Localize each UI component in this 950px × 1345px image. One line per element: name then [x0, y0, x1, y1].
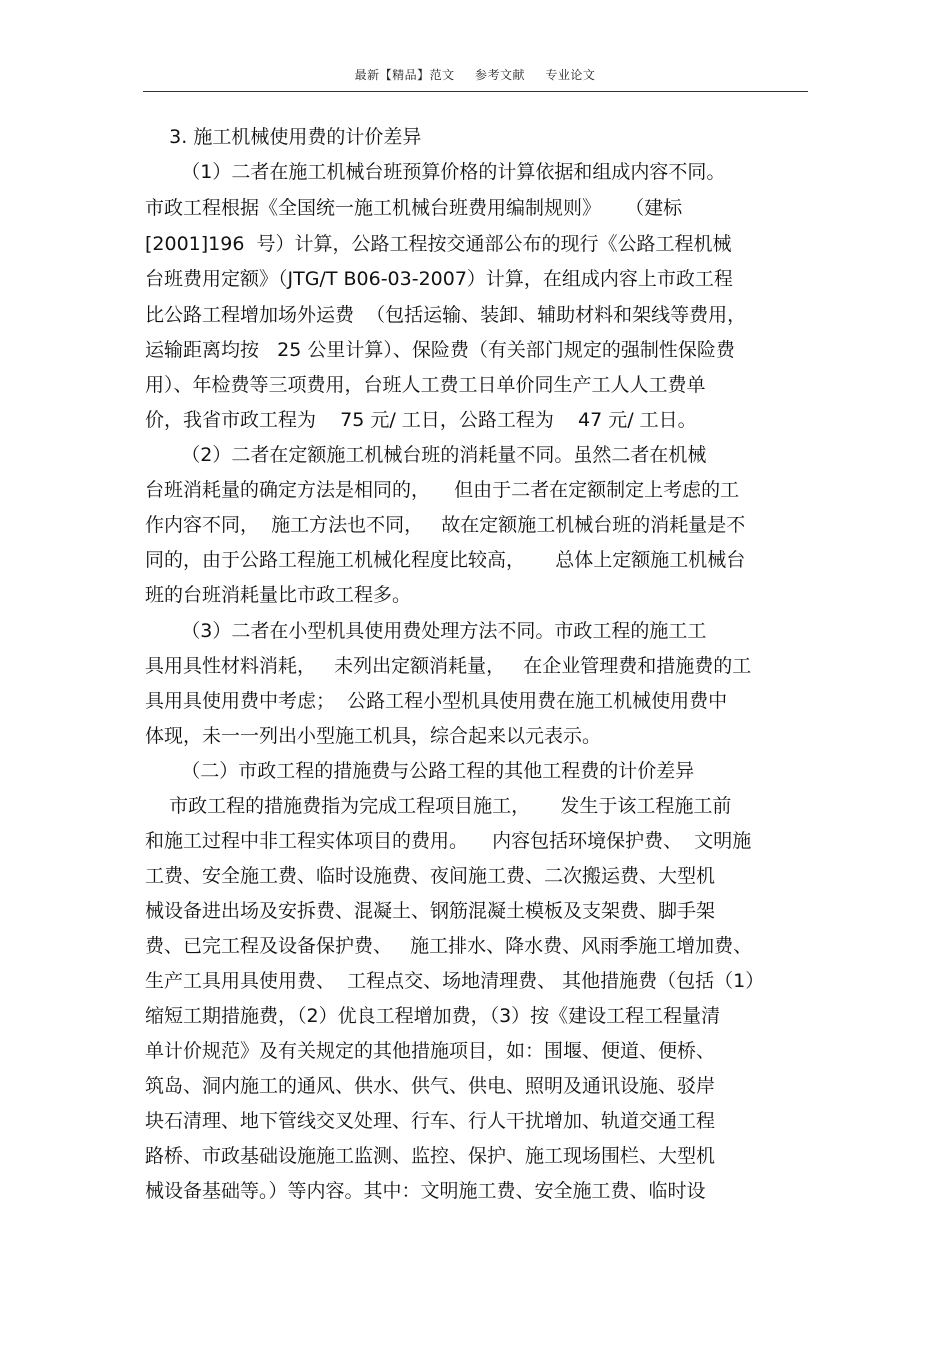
- text-line: 械设备进出场及安拆费、混凝土、钢筋混凝土模板及支架费、脚手架: [145, 900, 716, 922]
- text-line: 具用具使用费中考虑； 公路工程小型机具使用费在施工机械使用费中: [145, 690, 728, 712]
- page-header: [0, 66, 950, 83]
- header-item-latest-essays: 最新【精品】范文: [354, 68, 455, 82]
- text-line: （3）二者在小型机具使用费处理方法不同。市政工程的施工工: [145, 620, 707, 642]
- text-line: 费、已完工程及设备保护费、 施工排水、降水费、风雨季施工增加费、: [145, 935, 753, 957]
- text-line: [2001]196 号）计算，公路工程按交通部公布的现行《公路工程机械: [145, 233, 732, 255]
- text-line: 单计价规范》及有关规定的其他措施项目，如：围堰、便道、便桥、: [145, 1040, 716, 1062]
- text-line: 用）、年检费等三项费用，台班人工费工日单价同生产工人人工费单: [145, 374, 706, 396]
- text-line: （1）二者在施工机械台班预算价格的计算依据和组成内容不同。: [145, 161, 726, 183]
- text-line: （二）市政工程的措施费与公路工程的其他工程费的计价差异: [145, 760, 695, 782]
- text-line: 运输距离均按 25 公里计算）、保险费（有关部门规定的强制性保险费: [145, 339, 735, 361]
- text-line: 械设备基础等。）等内容。其中：文明施工费、安全施工费、临时设: [145, 1180, 706, 1202]
- text-line: 班的台班消耗量比市政工程多。: [145, 584, 412, 606]
- header-item-references: 参考文献: [474, 68, 525, 82]
- text-line: 台班费用定额》（JTG/T B06-03-2007）计算，在组成内容上市政工程: [145, 268, 733, 290]
- text-line: 作内容不同， 施工方法也不同， 故在定额施工机械台班的消耗量是不: [145, 514, 746, 536]
- text-line: 台班消耗量的确定方法是相同的， 但由于二者在定额制定上考虑的工: [145, 479, 740, 501]
- text-line: 体现，未一一列出小型施工机具，综合起来以元表示。: [145, 725, 602, 747]
- text-line: 缩短工期措施费，（2）优良工程增加费，（3）按《建设工程工程量清: [145, 1005, 721, 1027]
- text-line: 具用具性材料消耗， 未列出定额消耗量， 在企业管理费和措施费的工: [145, 655, 752, 677]
- text-line: 工费、安全施工费、临时设施费、夜间施工费、二次搬运费、大型机: [145, 865, 716, 887]
- header-item-papers: 专业论文: [545, 68, 596, 82]
- text-line: 市政工程根据《全国统一施工机械台班费用编制规则》 （建标: [145, 197, 683, 219]
- text-line: （2）二者在定额施工机械台班的消耗量不同。虽然二者在机械: [145, 444, 707, 466]
- text-line: 3. 施工机械使用费的计价差异: [145, 126, 422, 148]
- text-line: 生产工具用具使用费、 工程点交、场地清理费、 其他措施费（包括（1）: [145, 970, 765, 992]
- text-line: 块石清理、地下管线交叉处理、行车、行人干扰增加、轨道交通工程: [145, 1110, 716, 1132]
- text-line: 比公路工程增加场外运费 （包括运输、装卸、辅助材料和架线等费用，: [145, 304, 747, 326]
- text-line: 同的，由于公路工程施工机械化程度比较高， 总体上定额施工机械台: [145, 549, 746, 571]
- text-line: 和施工过程中非工程实体项目的费用。 内容包括环境保护费、 文明施: [145, 830, 752, 852]
- text-line: 路桥、市政基础设施施工监测、监控、保护、施工现场围栏、大型机: [145, 1145, 716, 1167]
- text-line: 价，我省市政工程为 75 元/ 工日，公路工程为 47 元/ 工日。: [145, 409, 697, 431]
- text-line: 市政工程的措施费指为完成工程项目施工， 发生于该工程施工前: [145, 795, 732, 817]
- header-divider: [143, 91, 808, 92]
- text-line: 筑岛、洞内施工的通风、供水、供气、供电、照明及通讯设施、驳岸: [145, 1075, 716, 1097]
